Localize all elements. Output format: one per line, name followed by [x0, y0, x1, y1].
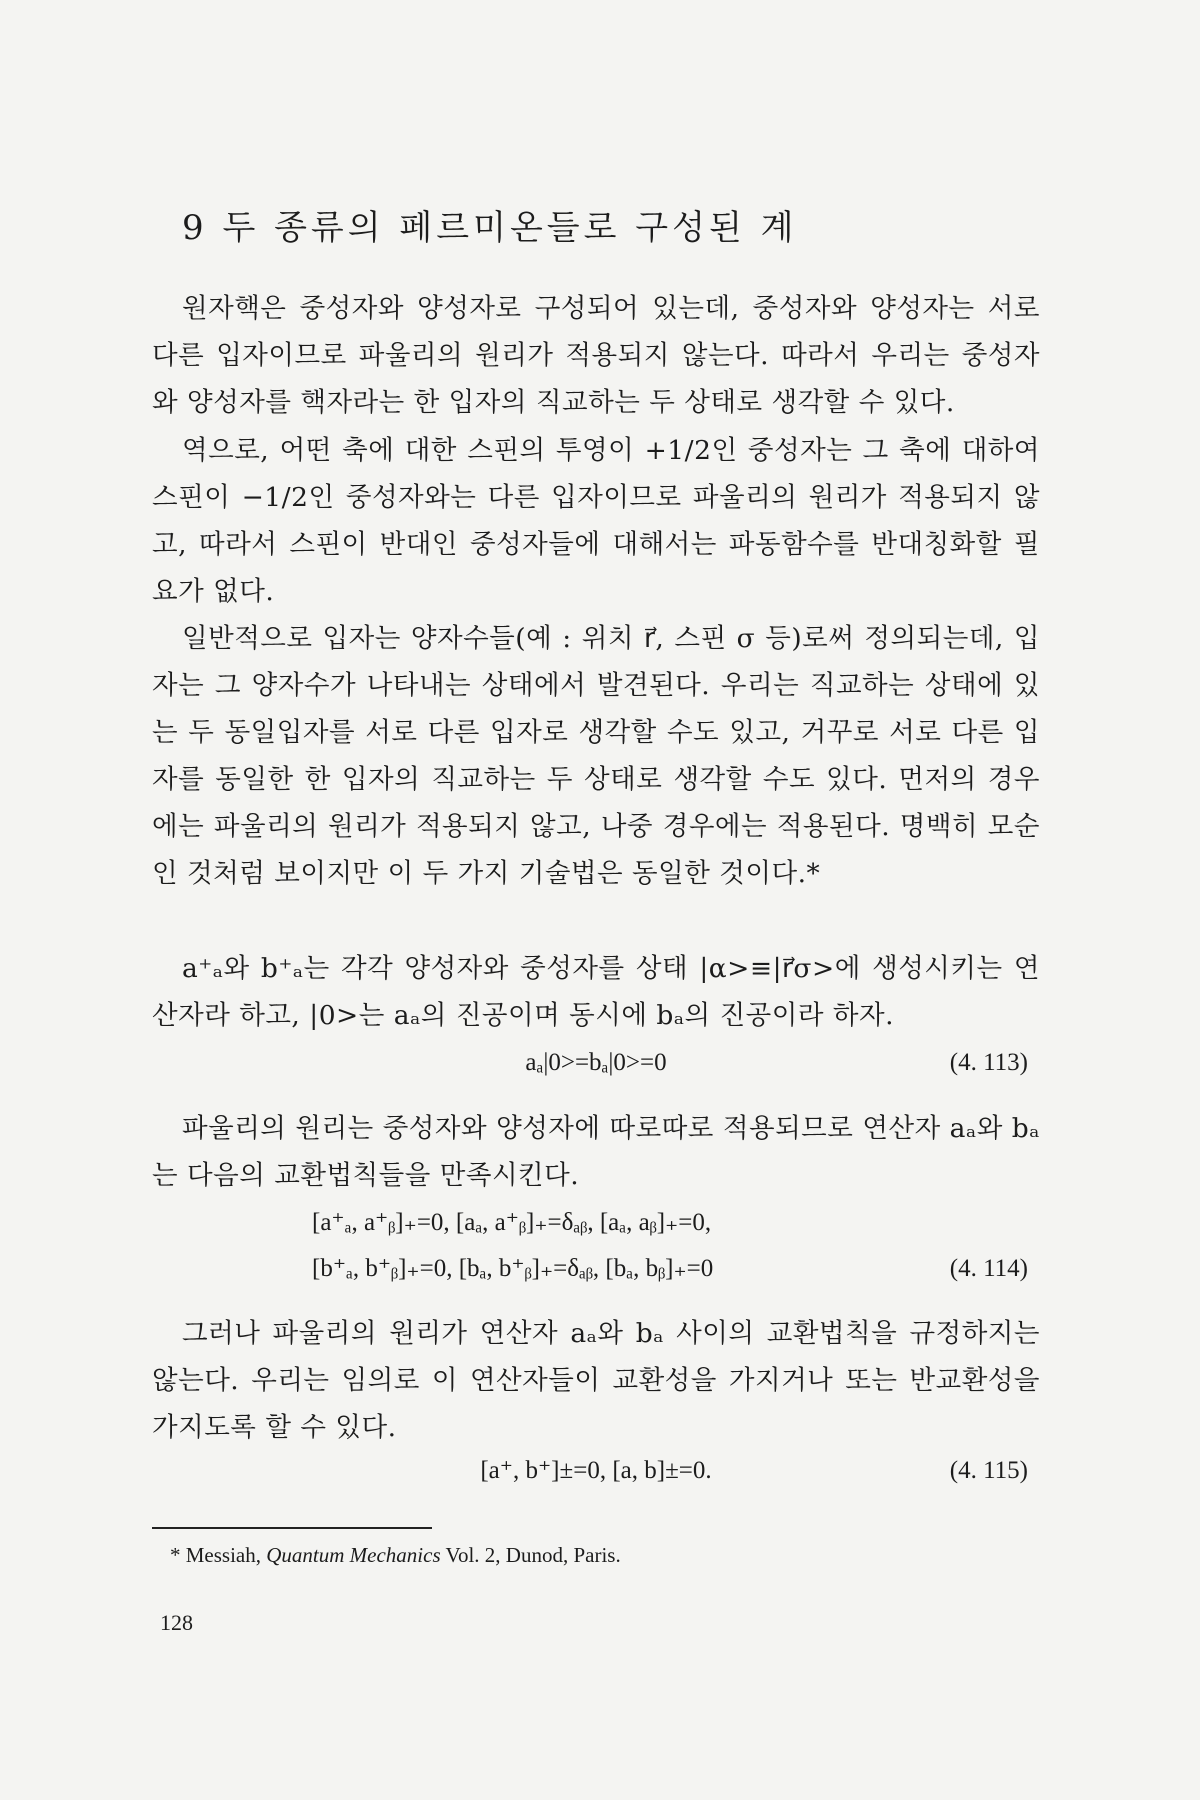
- paragraph-1: 원자핵은 중성자와 양성자로 구성되어 있는데, 중성자와 양성자는 서로 다른 입자이므로 파울리의 원리가 적용되지 않는다. 따라서 우리는 중성자와 양성자를 핵자라는 한 입자의 직교하는 두 상태로 생각할 수 있다.: [152, 293, 1040, 418]
- paragraph-6: 그러나 파울리의 원리가 연산자 aₐ와 bₐ 사이의 교환법칙을 규정하지는 않는다. 우리는 임의로 이 연산자들이 교환성을 가지거나 또는 반교환성을 가지도록 할 수 있다.: [152, 1318, 1040, 1443]
- paragraph-5: 파울리의 원리는 중성자와 양성자에 따로따로 적용되므로 연산자 aₐ와 bₐ는 다음의 교환법칙들을 만족시킨다.: [152, 1113, 1040, 1191]
- equation-4-114-line1: [152, 1200, 1040, 1246]
- paragraph-4: a⁺ₐ와 b⁺ₐ는 각각 양성자와 중성자를 상태 |α>≡|r⃗σ>에 생성시키는 연산자라 하고, |0>는 aₐ의 진공이며 동시에 bₐ의 진공이라 하자.: [152, 953, 1040, 1031]
- equation-4-114-number: (4. 114): [949, 1255, 1028, 1282]
- paragraph-2: 역으로, 어떤 축에 대한 스핀의 투영이 +1/2인 중성자는 그 축에 대하여 스핀이 −1/2인 중성자와는 다른 입자이므로 파울리의 원리가 적용되지 않고, 따라서 스핀이 반대인 중성자들에 대해서는 파동함수를 반대칭화할 필요가 없다.: [152, 435, 1040, 607]
- footnote-divider: [152, 1527, 432, 1529]
- equation-4-115-number: (4. 115): [949, 1457, 1028, 1484]
- equation-4-113: [152, 1040, 1040, 1086]
- equation-4-113-number: (4. 113): [949, 1049, 1028, 1076]
- paragraph-3: 일반적으로 입자는 양자수들(예 : 위치 r⃗, 스핀 σ 등)로써 정의되는데, 입자는 그 양자수가 나타내는 상태에서 발견된다. 우리는 직교하는 상태에 있는 두 동일입자를 서로 다른 입자로 생각할 수도 있고, 거꾸로 서로 다른 입자를 동일한 한 입자의 직교하는 두 상태로 생각할 수도 있다. 먼저의 경우에는 파울리의 원리가 적용되지 않고, 나중 경우에는 적용된다. 명백히 모순인 것처럼 보이지만 이 두 가지 기술법은 동일한 것이다.*: [152, 623, 1040, 889]
- footnote-details: Vol. 2, Dunod, Paris.: [440, 1543, 621, 1567]
- equation-4-115-math: [a⁺, b⁺]±=0, [a, b]±=0.: [480, 1457, 712, 1484]
- footnote-marker: * Messiah,: [170, 1543, 267, 1567]
- section-heading: 9 두 종류의 페르미온들로 구성된 계: [182, 208, 798, 248]
- equation-4-114-line2-math: [b⁺ₐ, b⁺ᵦ]₊=0, [bₐ, b⁺ᵦ]₊=δₐᵦ, [bₐ, bᵦ]₊=0: [312, 1255, 714, 1282]
- equation-4-114-line1-math: [a⁺ₐ, a⁺ᵦ]₊=0, [aₐ, a⁺ᵦ]₊=δₐᵦ, [aₐ, aᵦ]₊=0,: [312, 1209, 712, 1236]
- equation-4-113-math: aₐ|0>=bₐ|0>=0: [525, 1049, 667, 1076]
- footnote: [170, 1540, 621, 1570]
- equation-4-115: [152, 1448, 1040, 1494]
- page-number: 128: [160, 1610, 193, 1635]
- footnote-book-title: Quantum Mechanics: [266, 1543, 441, 1567]
- equation-4-114-line2: [152, 1246, 1040, 1292]
